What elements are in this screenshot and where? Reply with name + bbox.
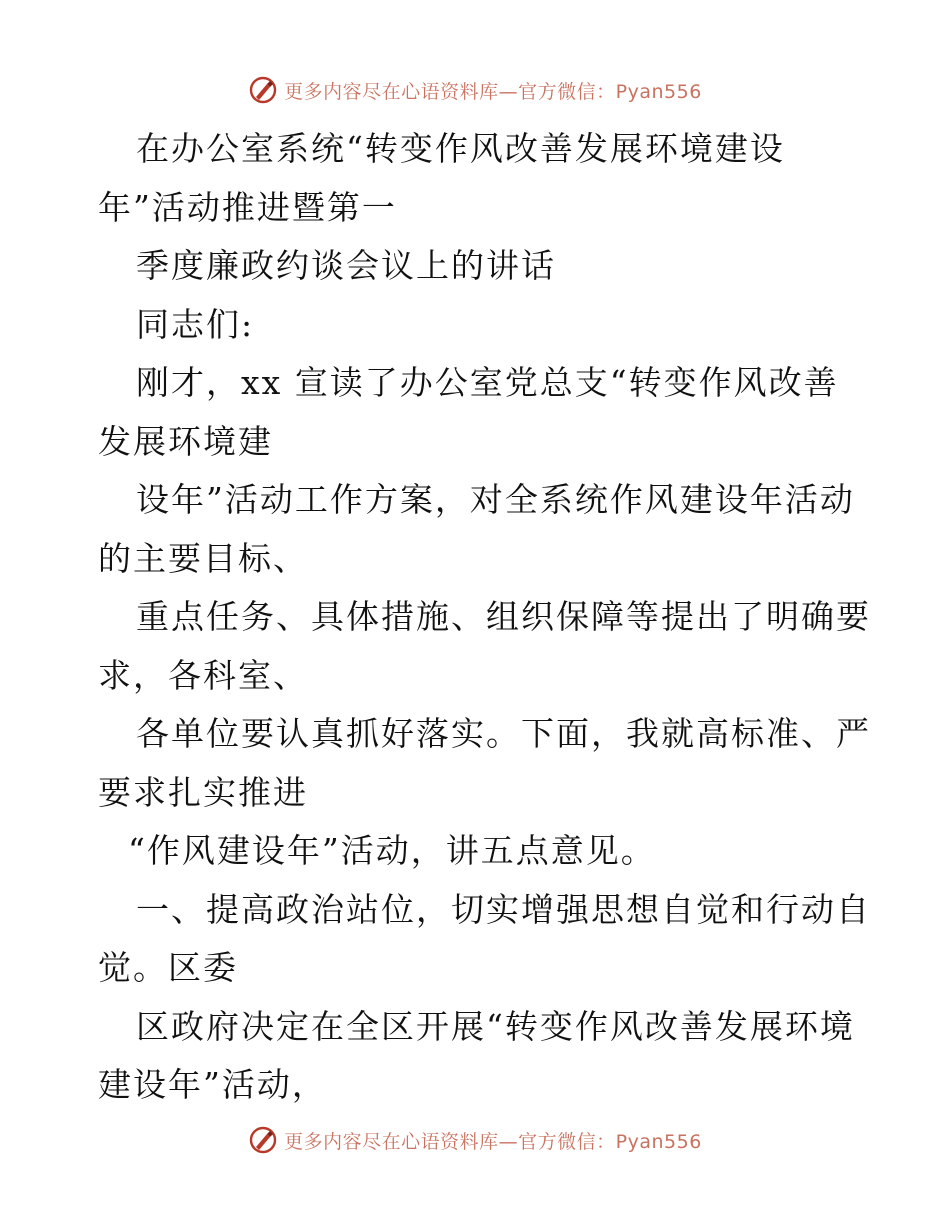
watermark-header [0, 72, 950, 108]
watermark-footer [0, 1122, 950, 1158]
title-line-1: 在办公室系统“转变作风改善发展环境建设 [136, 129, 785, 168]
paragraph-line: 要求扎实推进 [98, 772, 308, 812]
paragraph-line: 的主要目标、 [98, 538, 308, 578]
title-line-3: 季度廉政约谈会议上的讲话 [136, 246, 556, 285]
document-body [98, 120, 871, 1115]
paragraph-line: 刚才，xx 宣读了办公室党总支“转变作风改善 [136, 363, 839, 402]
paragraph-line: 觉。区委 [98, 948, 238, 987]
paragraph-line: 区政府决定在全区开展“转变作风改善发展环境 [136, 1006, 855, 1046]
paragraph-line: 建设年”活动， [98, 1065, 327, 1104]
pen-logo-icon [248, 1125, 278, 1155]
salutation: 同志们: [136, 304, 255, 344]
title-line-2: 年”活动推进暨第一 [98, 187, 397, 227]
section-heading-line: 一、提高政治站位，切实增强思想自觉和行动自 [136, 889, 871, 929]
paragraph-line: 发展环境建 [98, 421, 273, 461]
watermark-text: 更多内容尽在心语资料库—官方微信：Pyan556 [284, 80, 702, 103]
paragraph-line: 各单位要认真抓好落实。下面，我就高标准、严 [136, 714, 871, 753]
paragraph-line: 设年”活动工作方案，对全系统作风建设年活动 [136, 480, 855, 519]
watermark-text: 更多内容尽在心语资料库—官方微信：Pyan556 [284, 1130, 702, 1153]
pen-logo-icon [248, 75, 278, 105]
paragraph-line: 求，各科室、 [98, 655, 308, 695]
paragraph-line: 重点任务、具体措施、组织保障等提出了明确要 [136, 597, 871, 636]
paragraph-line: “作风建设年”活动，讲五点意见。 [128, 831, 656, 870]
